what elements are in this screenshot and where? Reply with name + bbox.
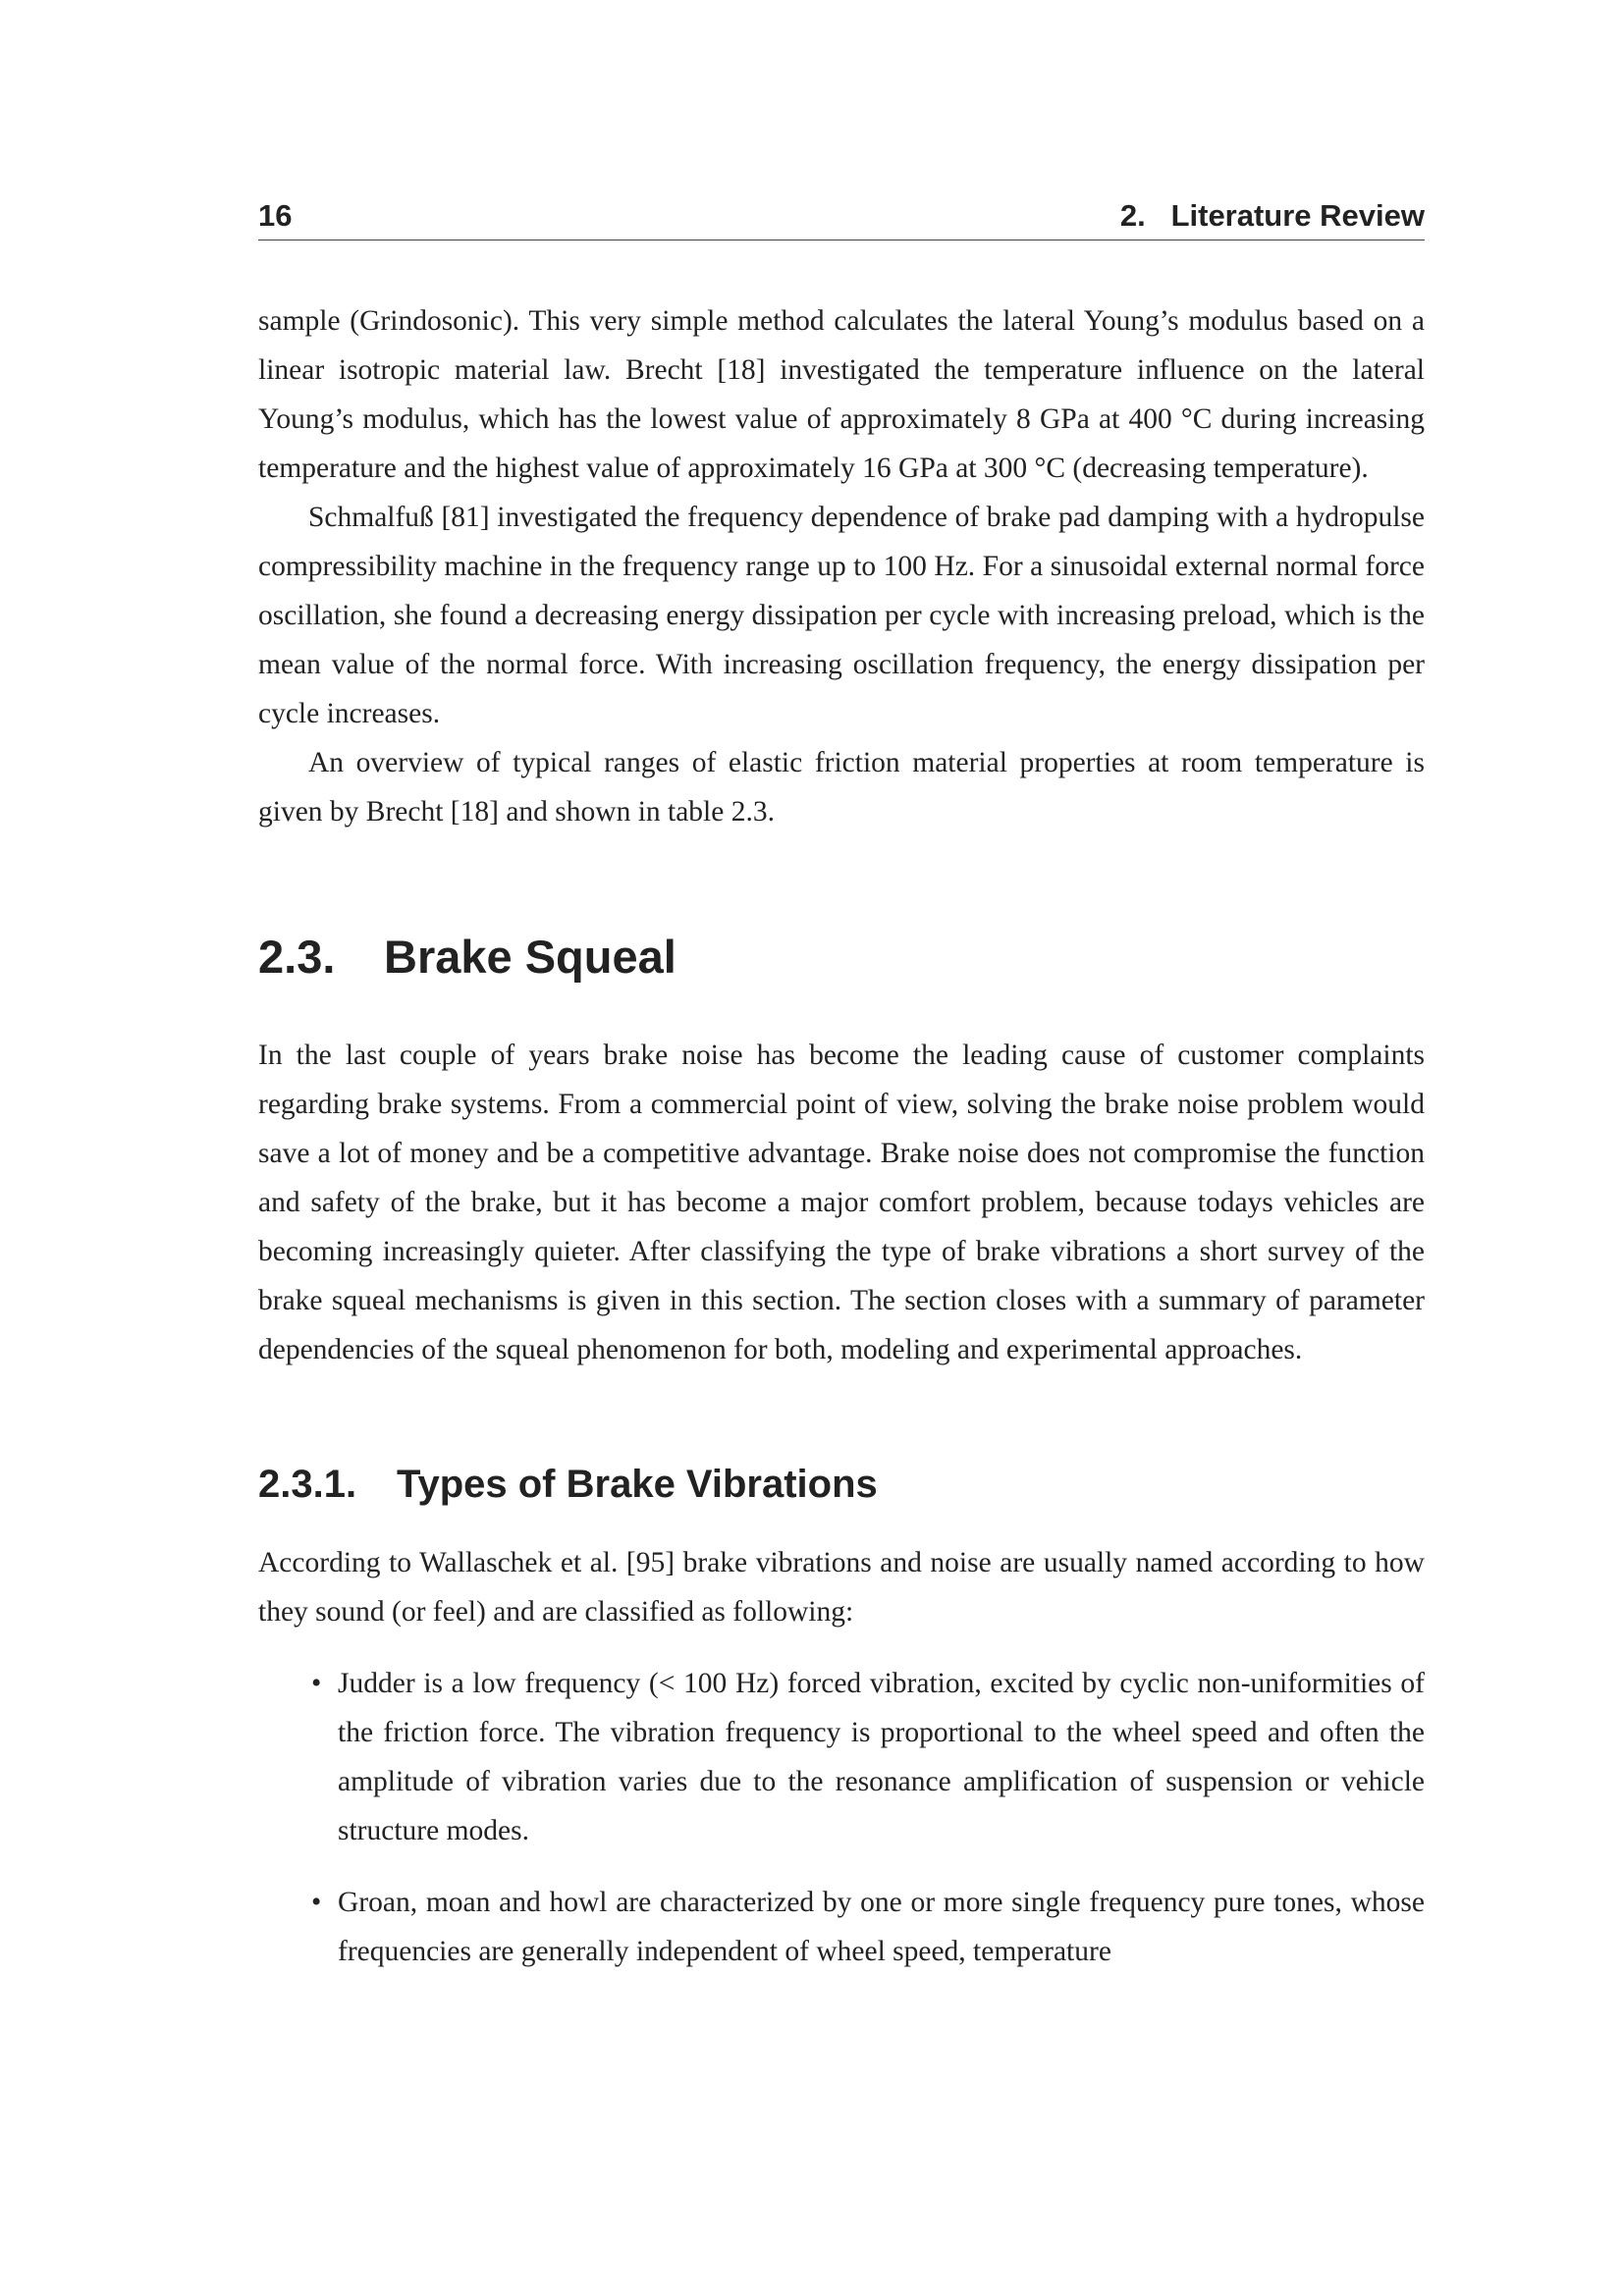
paragraph-schmalfuss: Schmalfuß [81] investigated the frequency dependence of brake pad damping with a hydropulse compressibility machine in the frequency range up to 100 Hz. For a sinusoidal external normal force oscillation, she found a decreasing energy dissipation per cycle with increasing preload, which is the mean value of the normal force. With increasing oscillation frequency, the energy dissipation per cycle increases. <box>258 502 1425 729</box>
running-header <box>258 196 1425 240</box>
paragraph-brake-noise: In the last couple of years brake noise has become the leading cause of customer complaints regarding brake systems. From a commercial point of view, solving the brake noise problem would save a lot of money and be a competitive advantage. Brake noise does not compromise the function and safety of the brake, but it has become a major comfort problem, because todays vehicles are becoming increasingly quieter. After classifying the type of brake vibrations a short survey of the brake squeal mechanisms is given in this section. The section closes with a summary of parameter dependencies of the squeal phenomenon for both, modeling and experimental approaches. <box>258 1040 1425 1365</box>
paragraph-grindosonic: sample (Grindosonic). This very simple method calculates the lateral Young’s modulus based on a linear isotropic material law. Brecht [18] investigated the temperature influence on the lateral Young’s modulus, which has the lowest value of approximately 8 GPa at 400 °C during increasing temperature and the highest value of approximately 16 GPa at 300 °C (decreasing temperature). <box>258 305 1425 484</box>
bullet-icon: • <box>311 1668 322 1699</box>
section-number: 2.3. <box>258 931 336 983</box>
vibration-types-list <box>258 1659 1425 1999</box>
list-item-text: Judder is a low frequency (< 100 Hz) forced vibration, excited by cyclic non-uniformities of the friction force. The vibration frequency is proportional to the wheel speed and often the amplitude of vibration varies due to the resonance amplification of suspension or vehicle structure modes. <box>338 1668 1425 1846</box>
paragraph-wallaschek: According to Wallaschek et al. [95] brake vibrations and noise are usually named according to how they sound (or feel) and are classified as following: <box>258 1547 1425 1628</box>
section-text-block <box>258 1031 1425 1374</box>
list-item-groan <box>258 1878 1425 1976</box>
chapter-title: 2. Literature Review <box>1119 198 1425 233</box>
intro-text-block <box>258 296 1425 836</box>
paragraph-overview: An overview of typical ranges of elastic friction material properties at room temperature is given by Brecht [18] and shown in table 2.3. <box>258 747 1425 828</box>
subsection-number: 2.3.1. <box>258 1463 357 1506</box>
section-heading <box>258 930 676 984</box>
subsection-text-block <box>258 1538 1425 1636</box>
section-title: Brake Squeal <box>384 931 676 983</box>
list-item-text: Groan, moan and howl are characterized by one or more single frequency pure tones, whose frequencies are generally independent of wheel speed, temperature <box>338 1887 1425 1967</box>
subsection-heading <box>258 1463 878 1507</box>
page-number: 16 <box>258 198 293 233</box>
subsection-title: Types of Brake Vibrations <box>397 1463 878 1506</box>
list-item-judder <box>258 1659 1425 1855</box>
bullet-icon: • <box>311 1887 322 1918</box>
